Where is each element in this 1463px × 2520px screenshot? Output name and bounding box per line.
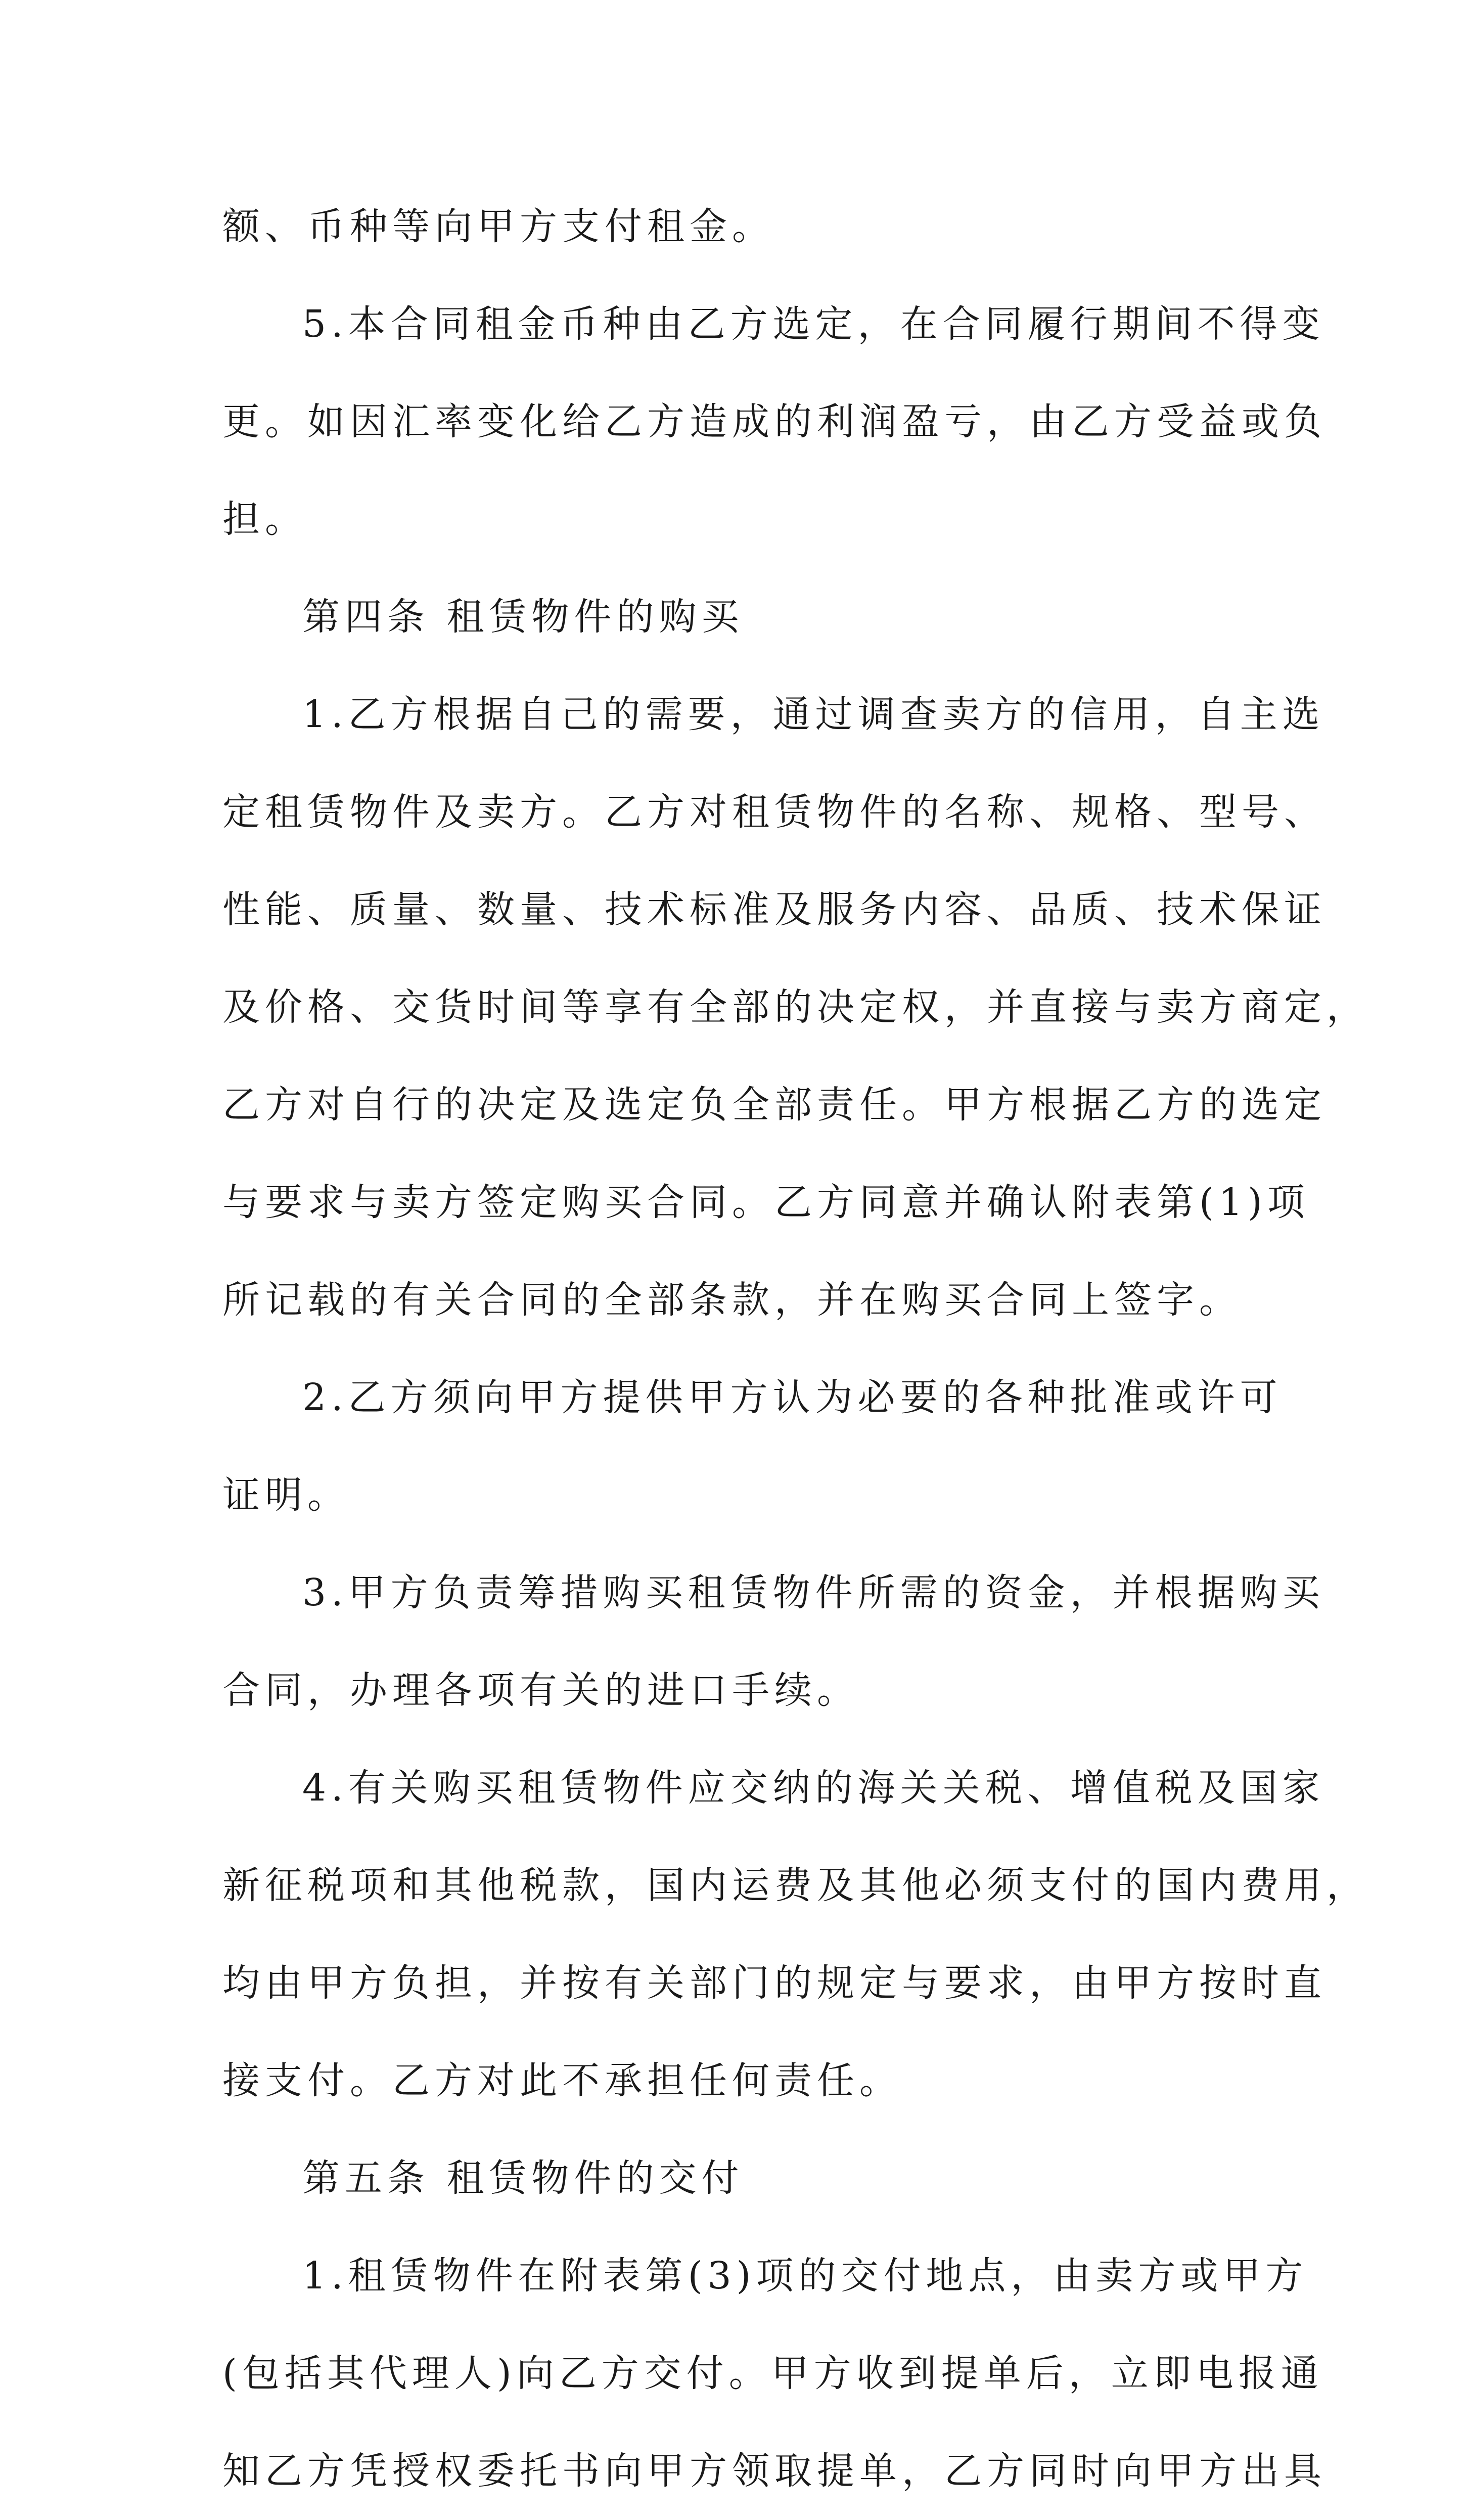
- text-line: (包括其代理人)向乙方交付。甲方收到提单后，立即电报通: [222, 2352, 1323, 2395]
- text-line: 合同，办理各项有关的进口手续。: [222, 1669, 859, 1712]
- text-line: 乙方对自行的决定及选定负全部责任。甲方根据乙方的选定: [222, 1083, 1327, 1127]
- text-line: 2.乙方须向甲方提供甲方认为必要的各种批准或许可: [302, 1376, 1283, 1419]
- text-line: 4.有关购买租赁物件应交纳的海关关税、增值税及国家: [302, 1766, 1325, 1810]
- text-line: 额、币种等向甲方支付租金。: [222, 205, 774, 248]
- document-body: [222, 178, 1369, 2520]
- text-line: 接支付。乙方对此不承担任何责任。: [222, 2059, 902, 2102]
- text-line: 与要求与卖方签定购买合同。乙方同意并确认附表第(1)项: [222, 1181, 1310, 1224]
- text-line: 新征税项和其他税款，国内运费及其他必须支付的国内费用，: [222, 1864, 1369, 1907]
- text-line: 1.租赁物件在附表第(3)项的交付地点，由卖方或甲方: [302, 2254, 1308, 2298]
- text-line: 更。如因汇率变化给乙方造成的利润盈亏，由乙方受益或负: [222, 400, 1327, 443]
- text-line: 定租赁物件及卖方。乙方对租赁物件的名称、规格、型号、: [222, 790, 1327, 834]
- text-line: 性能、质量、数量、技术标准及服务内容、品质、技术保证: [222, 888, 1327, 931]
- text-line: 担。: [222, 498, 307, 541]
- text-line: 所记载的有关合同的全部条款，并在购买合同上签字。: [222, 1278, 1242, 1322]
- text-line: 1.乙方根据自己的需要，通过调查卖方的信用，自主选: [302, 693, 1325, 736]
- text-line: 均由甲方负担，并按有关部门的规定与要求，由甲方按时直: [222, 1961, 1327, 2005]
- text-line: 3.甲方负责筹措购买租赁物件所需的资金，并根据购买: [302, 1571, 1325, 1614]
- text-line: 知乙方凭授权委托书向甲方领取提单，乙方同时向甲方出具: [222, 2449, 1327, 2493]
- text-line: 第五条 租赁物件的交付: [302, 2156, 744, 2200]
- text-line: 证明。: [222, 1473, 350, 1517]
- text-line: 5.本合同租金币种由乙方选定，在合同履行期间不得变: [302, 302, 1325, 346]
- text-line: 及价格、交货时间等享有全部的决定权，并直接与卖方商定，: [222, 985, 1369, 1029]
- text-line: 第四条 租赁物件的购买: [302, 595, 744, 639]
